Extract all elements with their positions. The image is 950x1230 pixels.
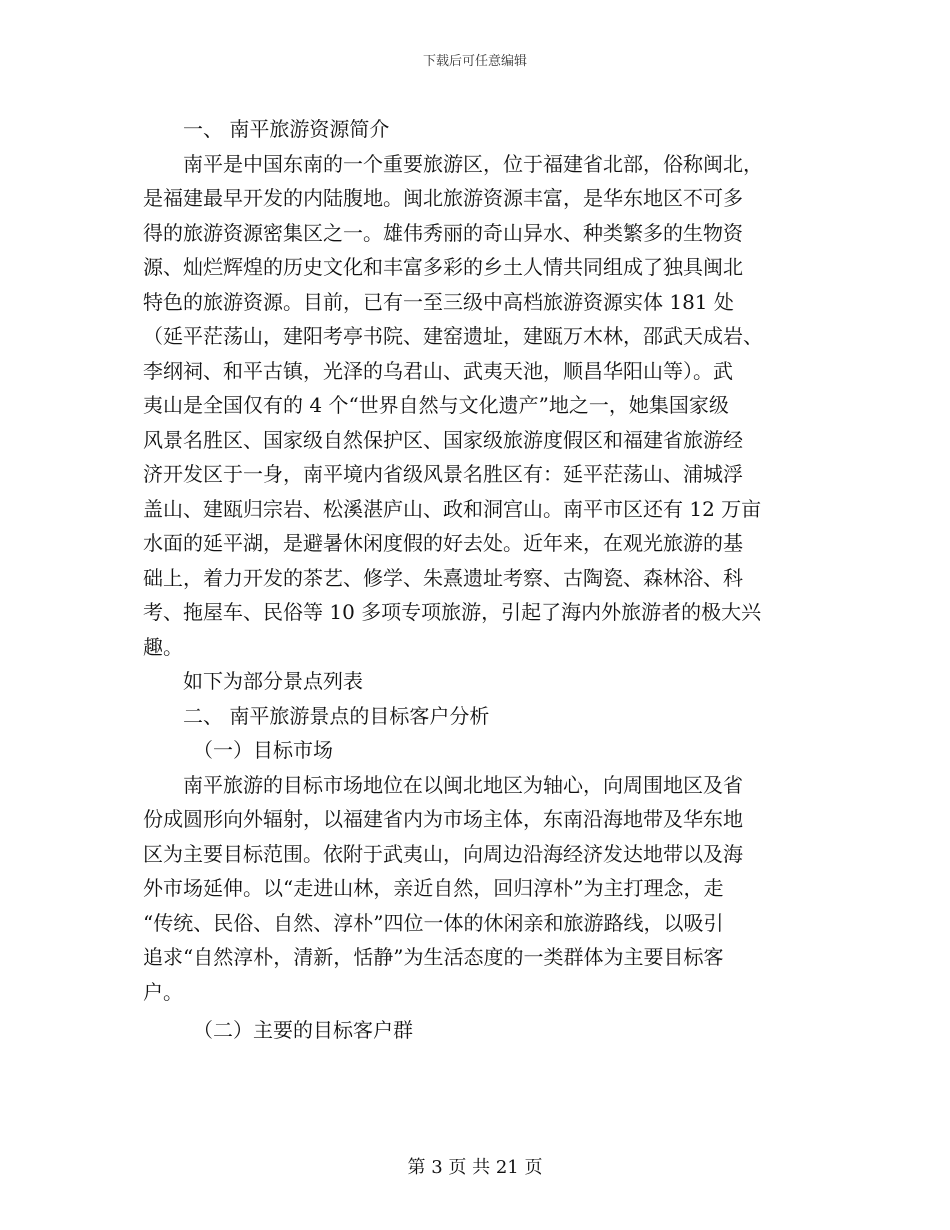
paragraph-line: 水面的延平湖，是避暑休闲度假的好去处。近年来，在观光旅游的基 (143, 531, 743, 555)
paragraph-line: （延平茫荡山，建阳考亭书院、建窑遗址，建瓯万木林，邵武天成岩、 (143, 324, 763, 348)
document-body (143, 112, 809, 1048)
paragraph-line: 南平旅游的目标市场地位在以闽北地区为轴心，向周围地区及省 (183, 772, 743, 797)
paragraph-line: 得的旅游资源密集区之一。雄伟秀丽的奇山异水、种类繁多的生物资 (143, 220, 743, 245)
paragraph-line: 源、灿烂辉煌的历史文化和丰富多彩的乡土人情共同组成了独具闽北 (143, 255, 743, 279)
scenic-list-note: 如下为部分景点列表 (183, 669, 363, 693)
page-number: 第 3 页 共 21 页 (407, 1157, 543, 1178)
subsection-1-title: （一）目标市场 (193, 738, 333, 762)
paragraph-line: 李纲祠、和平古镇，光泽的乌君山、武夷天池，顺昌华阳山等）。武 (143, 358, 733, 383)
subsection-2-title: （二）主要的目标客户群 (193, 1018, 413, 1042)
paragraph-line: “传统、民俗、自然、淳朴”四位一体的休闲亲和旅游路线，以吸引 (143, 910, 724, 935)
paragraph-line: 济开发区于一身，南平境内省级风景名胜区有：延平茫荡山、浦城浮 (143, 462, 743, 486)
section-1-title: 一、 南平旅游资源简介 (183, 117, 390, 141)
paragraph-line: 趣。 (143, 634, 183, 659)
paragraph-line: 夷山是全国仅有的 4 个“世界自然与文化遗产”地之一，她集国家级 (143, 393, 729, 417)
paragraph-line: 户。 (143, 979, 183, 1004)
paragraph-line: 南平是中国东南的一个重要旅游区，位于福建省北部，俗称闽北， (183, 151, 763, 176)
paragraph-line: 外市场延伸。以“走进山林，亲近自然，回归淳朴”为主打理念，走 (143, 876, 724, 900)
paragraph-line: 盖山、建瓯归宗岩、松溪湛庐山、政和洞宫山。南平市区还有 12 万亩 (143, 496, 762, 521)
paragraph-line: 是福建最早开发的内陆腹地。闽北旅游资源丰富，是华东地区不可多 (143, 186, 743, 210)
paragraph-line: 础上，着力开发的茶艺、修学、朱熹遗址考察、古陶瓷、森林浴、科 (143, 565, 743, 590)
paragraph-line: 特色的旅游资源。目前，已有一至三级中高档旅游资源实体 181 处 (143, 289, 734, 314)
paragraph-line: 份成圆形向外辐射，以福建省内为市场主体，东南沿海地带及华东地 (143, 807, 743, 831)
paragraph-line: 风景名胜区、国家级自然保护区、国家级旅游度假区和福建省旅游经 (143, 427, 743, 452)
paragraph-line: 区为主要目标范围。依附于武夷山，向周边沿海经济发达地带以及海 (143, 841, 743, 866)
paragraph-line: 考、拖屋车、民俗等 10 多项专项旅游，引起了海内外旅游者的极大兴 (143, 600, 762, 624)
subsection-1-paragraph (143, 768, 809, 1010)
page-header: 下载后可任意编辑 (422, 54, 527, 69)
section-2-title: 二、 南平旅游景点的目标客户分析 (183, 703, 490, 728)
paragraph-line: 追求“自然淳朴，清新，恬静”为生活态度的一类群体为主要目标客 (143, 945, 724, 969)
section-1-paragraph (143, 147, 809, 665)
